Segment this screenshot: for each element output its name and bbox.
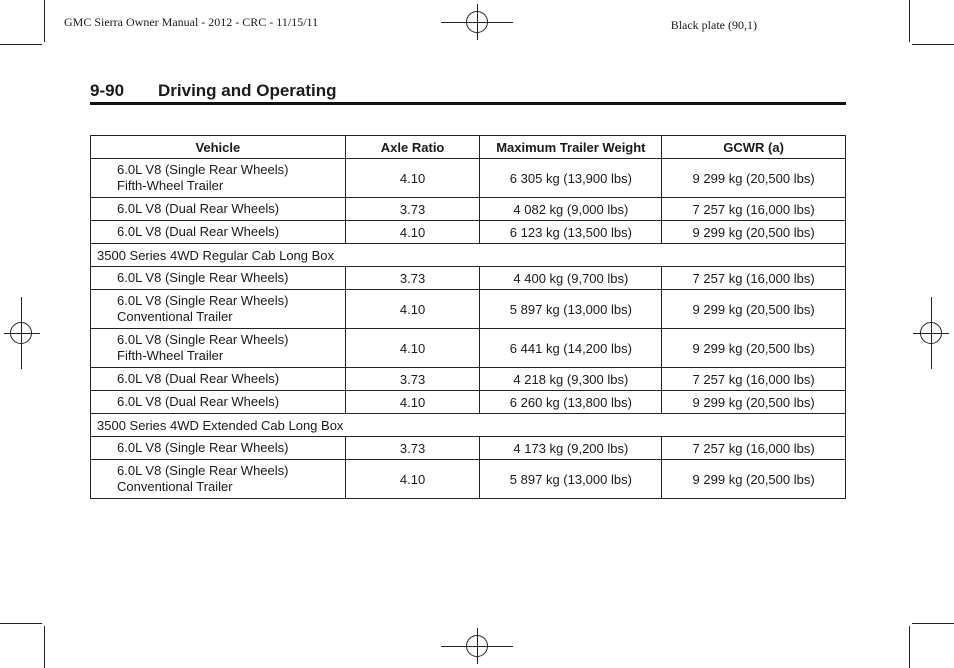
column-header-max-trailer-weight: Maximum Trailer Weight xyxy=(480,136,662,159)
gcwr-cell: 9 299 kg (20,500 lbs) xyxy=(662,221,846,244)
axle-ratio-cell: 4.10 xyxy=(345,221,480,244)
vehicle-line: 6.0L V8 (Single Rear Wheels) xyxy=(117,332,289,347)
crop-mark xyxy=(912,623,954,624)
table-row xyxy=(91,391,846,414)
crop-mark xyxy=(0,623,42,624)
axle-ratio-cell: 4.10 xyxy=(345,329,480,368)
vehicle-line: Conventional Trailer xyxy=(117,309,233,324)
towing-table xyxy=(90,135,846,499)
vehicle-cell xyxy=(91,159,346,198)
table-group-row xyxy=(91,244,846,267)
max-trailer-weight-cell: 6 305 kg (13,900 lbs) xyxy=(480,159,662,198)
table-row xyxy=(91,329,846,368)
column-header-vehicle: Vehicle xyxy=(91,136,346,159)
crop-mark xyxy=(0,44,42,45)
crop-mark xyxy=(912,44,954,45)
crop-mark xyxy=(909,626,910,668)
section-number: 9-90 xyxy=(90,81,125,100)
gcwr-cell: 9 299 kg (20,500 lbs) xyxy=(662,159,846,198)
page-header-right: Black plate (90,1) xyxy=(670,18,757,32)
vehicle-line: 6.0L V8 (Single Rear Wheels) xyxy=(117,463,289,478)
crop-mark xyxy=(44,0,45,42)
registration-circle xyxy=(10,322,32,344)
axle-ratio-cell: 3.73 xyxy=(345,198,480,221)
table-body xyxy=(91,159,846,499)
gcwr-cell: 9 299 kg (20,500 lbs) xyxy=(662,329,846,368)
max-trailer-weight-cell: 4 173 kg (9,200 lbs) xyxy=(480,437,662,460)
max-trailer-weight-cell: 5 897 kg (13,000 lbs) xyxy=(480,290,662,329)
registration-circle xyxy=(466,635,488,657)
table-row xyxy=(91,198,846,221)
registration-circle xyxy=(466,11,488,33)
vehicle-cell xyxy=(91,267,346,290)
vehicle-cell xyxy=(91,391,346,414)
group-label: 3500 Series 4WD Extended Cab Long Box xyxy=(91,414,846,437)
gcwr-cell: 9 299 kg (20,500 lbs) xyxy=(662,391,846,414)
max-trailer-weight-cell: 4 400 kg (9,700 lbs) xyxy=(480,267,662,290)
table-row xyxy=(91,460,846,499)
vehicle-line: 6.0L V8 (Dual Rear Wheels) xyxy=(117,201,280,216)
column-header-gcwr: GCWR (a) xyxy=(662,136,846,159)
axle-ratio-cell: 3.73 xyxy=(345,267,480,290)
max-trailer-weight-cell: 4 218 kg (9,300 lbs) xyxy=(480,368,662,391)
max-trailer-weight-cell: 6 260 kg (13,800 lbs) xyxy=(480,391,662,414)
max-trailer-weight-cell: 6 123 kg (13,500 lbs) xyxy=(480,221,662,244)
vehicle-cell xyxy=(91,290,346,329)
max-trailer-weight-cell: 4 082 kg (9,000 lbs) xyxy=(480,198,662,221)
table-header-row xyxy=(91,136,846,159)
table-row xyxy=(91,290,846,329)
registration-circle xyxy=(920,322,942,344)
gcwr-cell: 9 299 kg (20,500 lbs) xyxy=(662,460,846,499)
vehicle-line: 6.0L V8 (Single Rear Wheels) xyxy=(117,270,289,285)
vehicle-cell xyxy=(91,460,346,499)
crop-mark xyxy=(909,0,910,42)
gcwr-cell: 9 299 kg (20,500 lbs) xyxy=(662,290,846,329)
vehicle-cell xyxy=(91,368,346,391)
group-label: 3500 Series 4WD Regular Cab Long Box xyxy=(91,244,846,267)
gcwr-cell: 7 257 kg (16,000 lbs) xyxy=(662,198,846,221)
vehicle-cell xyxy=(91,437,346,460)
vehicle-line: Fifth-Wheel Trailer xyxy=(117,348,224,363)
section-heading xyxy=(90,81,846,105)
vehicle-cell xyxy=(91,329,346,368)
vehicle-line: 6.0L V8 (Single Rear Wheels) xyxy=(117,162,289,177)
vehicle-line: 6.0L V8 (Single Rear Wheels) xyxy=(117,440,289,455)
gcwr-cell: 7 257 kg (16,000 lbs) xyxy=(662,267,846,290)
table-row xyxy=(91,368,846,391)
vehicle-line: 6.0L V8 (Dual Rear Wheels) xyxy=(117,224,280,239)
crop-mark xyxy=(44,626,45,668)
table-row xyxy=(91,437,846,460)
axle-ratio-cell: 4.10 xyxy=(345,290,480,329)
column-header-axle-ratio: Axle Ratio xyxy=(345,136,480,159)
gcwr-cell: 7 257 kg (16,000 lbs) xyxy=(662,437,846,460)
vehicle-line: Conventional Trailer xyxy=(117,479,233,494)
table-row xyxy=(91,221,846,244)
section-title: Driving and Operating xyxy=(158,81,337,100)
axle-ratio-cell: 3.73 xyxy=(345,437,480,460)
axle-ratio-cell: 4.10 xyxy=(345,460,480,499)
table-row xyxy=(91,267,846,290)
axle-ratio-cell: 4.10 xyxy=(345,391,480,414)
vehicle-cell xyxy=(91,221,346,244)
vehicle-cell xyxy=(91,198,346,221)
max-trailer-weight-cell: 5 897 kg (13,000 lbs) xyxy=(480,460,662,499)
page-header-left: GMC Sierra Owner Manual - 2012 - CRC - 11/15/11 xyxy=(64,15,319,29)
table-group-row xyxy=(91,414,846,437)
vehicle-line: 6.0L V8 (Single Rear Wheels) xyxy=(117,293,289,308)
axle-ratio-cell: 3.73 xyxy=(345,368,480,391)
table-row xyxy=(91,159,846,198)
vehicle-line: Fifth-Wheel Trailer xyxy=(117,178,224,193)
vehicle-line: 6.0L V8 (Dual Rear Wheels) xyxy=(117,371,280,386)
gcwr-cell: 7 257 kg (16,000 lbs) xyxy=(662,368,846,391)
vehicle-line: 6.0L V8 (Dual Rear Wheels) xyxy=(117,394,280,409)
axle-ratio-cell: 4.10 xyxy=(345,159,480,198)
max-trailer-weight-cell: 6 441 kg (14,200 lbs) xyxy=(480,329,662,368)
